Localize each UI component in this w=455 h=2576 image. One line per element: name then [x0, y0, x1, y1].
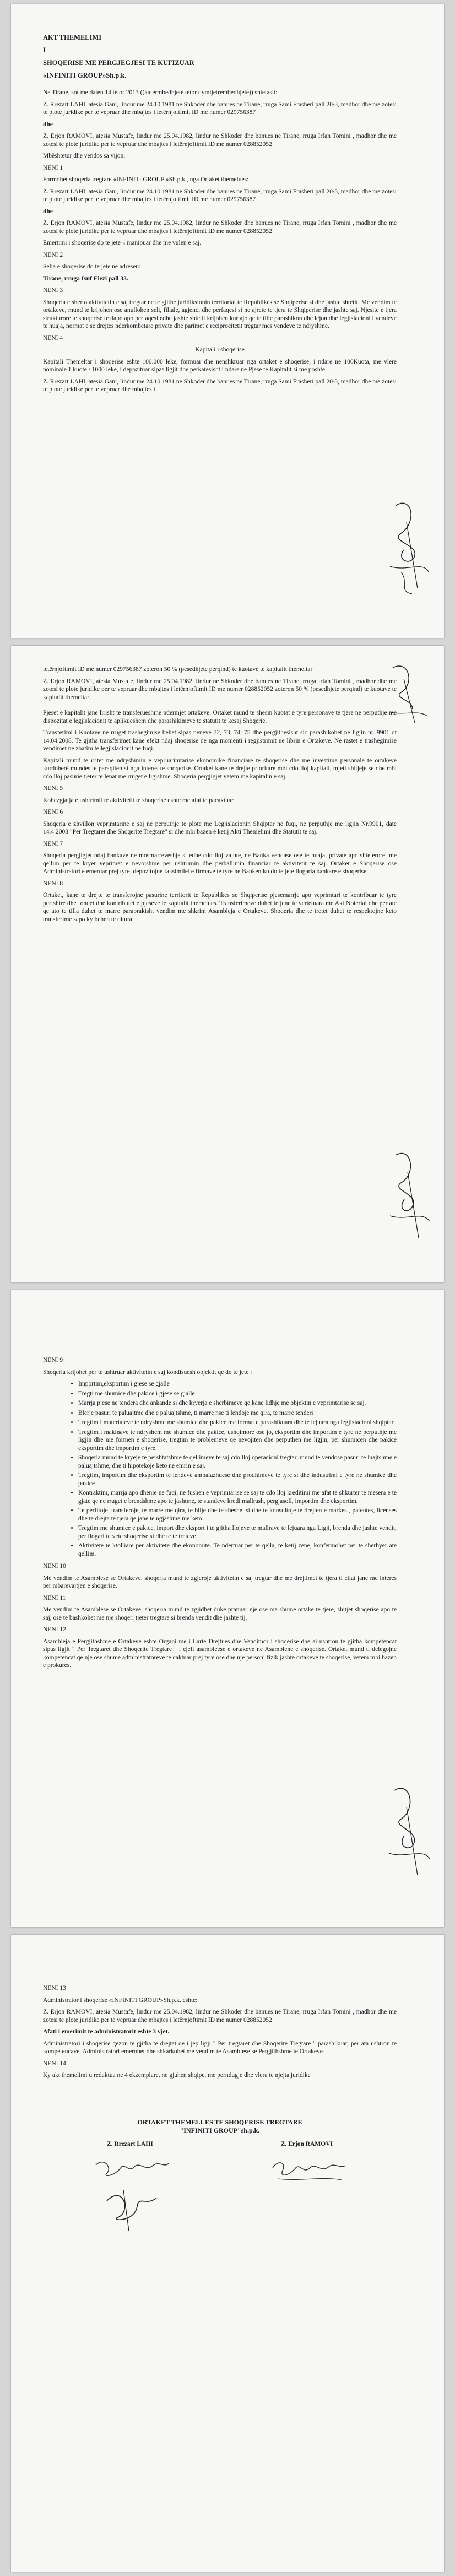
page-4-content [43, 1984, 397, 2237]
page-3-content [43, 1356, 397, 1674]
administrator-powers: Administratori i shoqerise gezon te gjitha te drejtat qe i jep ligji " Per tregtaret dhe Shoqerite Tregtare " parashikuar, per ata ushtron te kompetencave. Administratori emerohet dhe shkarkohet me vendim te Asamblese se Pergjithshme te Ortakeve. [43, 2040, 397, 2055]
intro-paragraph: Ne Tirane, sot me daten 14 tetor 2013 ((katermbedhjete tetor dymijetrembedhjete)) shtetasit: [43, 89, 278, 96]
seat-line-1: Selia e shoqerise do te jete ne adresen: [43, 263, 141, 270]
article-10-heading: NENI 10 [43, 1563, 66, 1570]
founder-1-paragraph: Z. Rrezart LAHI, atesia Gani, lindur me 24.10.1981 ne Shkoder dhe banues ne Tirane, rruga Sami Frasheri pall 20/3, madhor dhe me zotesi te plote juridike per te vepruar dhe mbajtes i letërnjoftimit ID me numer 029756387 [43, 101, 397, 116]
document-page-1 [11, 4, 444, 638]
signatures-row [43, 2151, 397, 2237]
capital-founder-1-share: letërnjoftimit ID me numer 029756387 zoteron 50 % (pesedhjete perqind) te kuotave te kapitalit themeltar [43, 666, 313, 673]
signer-1-signature [90, 2151, 173, 2237]
activity-item: • Tregtim, importim dhe eksportim te lendeve ambalazhuese dhe prodhimeve te tyre si dhe industrimi e tyre ne shumice dhe pakice [78, 1471, 397, 1487]
signers-names [43, 2140, 397, 2149]
article-8-heading: NENI 8 [43, 880, 63, 887]
article-8-text: Ortaket, kane te drejte te transferojne pasurine territorit te Republikes se Shqiperise pjesemarrje apo veprimtari te kontribuar te tyre perfshire dhe fondet dhe kontributet e pjeseve te kapitalit themelues. Transferimeve duhet te jene te vertetuara me Akt Noterial dhe per ate qe ato te tilla duhet te marre paraprakisht vendim me shkrim Asambleja e Ortakeve. Shoqeria dhe te tretet duhet te respektojne keto transferime sapo ky behen te ditura. [43, 892, 397, 923]
founder-2-paragraph: Z. Erjon RAMOVI, atesia Mustafe, lindur me 25.04.1982, lindur ne Shkoder dhe banues ne Tirane, rruga Irfan Tomini , madhor dhe me zotesi te plote juridike per te vepruar dhe mbajtes i letërnjoftimit ID me numer 028852052 [43, 133, 397, 148]
margin-signature-4 [384, 1775, 437, 1885]
signer-2-signature [267, 2151, 350, 2237]
margin-signature-3 [384, 1141, 437, 1246]
article-14-heading: NENI 14 [43, 2060, 66, 2067]
article-4-text: Kapitali Themeltar i shoqerise eshte 100.000 leke, formuar dhe nenshkruar nga ortaket e shoqerise, i ndare ne 100Kuota, me vlere nominale 1 kuote / 1000 leke, i depozituar sipas ligjit dhe perkatesisht i ndare ne Pjese te Kapitalit si me poshte: [43, 358, 397, 373]
activity-item: • Marrja pjese ne tendera dhe ankande si dhe kryerja e sherbimeve qe kane lidhje me objektin e veprimtarise se saj. [78, 1399, 397, 1408]
article-12-heading: NENI 12 [43, 1626, 66, 1633]
administrator-term: Afati i emerimit te administratorit eshte 3 vjet. [43, 2028, 170, 2035]
and-label-2: dhe [43, 208, 53, 215]
page-2-content [43, 665, 397, 927]
article-1-founder-2: Z. Erjon RAMOVI, atesia Mustafe, lindur me 25.04.1982, lindur ne Shkoder dhe banues ne Tirane, rruga Irfan Tomini , madhor dhe me zotesi te plote juridike per te vepruar dhe mbajtes i letërnjoftimit ID me numer 028852052 [43, 220, 397, 235]
activity-item: • Tregtim me shumice e pakice, import dhe eksport i te gjitha llojeve te mallrave te lejuara nga Ligji, brenda dhe jashte vendit, per llogari te vete shoqerise si dhe te te treteve. [78, 1524, 397, 1540]
activity-item: • Aktivitete te ktolliare per aktivitete dhe ekonomite. Te ndertuar per te qella, te ketij zene, konfermohet per te sherbyer ate qellim. [78, 1542, 397, 1558]
activity-item: • Blerje pasuri te paluajtme dhe e paluajtshme, ti marre nse ti lendoje me qira, te marre tenderi [78, 1409, 397, 1417]
article-1-heading: NENI 1 [43, 164, 63, 171]
shares-transfer-paragraph: Pjeset e kapitalit jane lirisht te transferueshme ndermjet ortakeve. Ortaket mund te shesin kuotat e tyre personave te tjere ne perputhje me dispozitat e legjislacionit te aplikueshem dhe parashikimeve te statutit te kesaj Shoqerie. [43, 710, 397, 724]
article-11-text: Me vendim te Asamblese se Ortakeve, shoqeria mund te zgjidhet duke pranuar nje ose me shume ortake te tjere, shitjet shoqerise apo te saj, ose te bashkohet me nje shoqeri tjeter tregtare si brenda vendit dhe jashte tij. [43, 1606, 397, 1621]
document-page-4 [11, 1935, 444, 2572]
document-page-2 [11, 646, 444, 1282]
administrator-details: Z. Erjon RAMOVI, atesia Mustafe, lindur me 25.04.1982, lindur ne Shkoder dhe banues ne Tirane, rruga Irfan Tomini , madhor dhe me zotesi te plote juridike per te vepruar dhe mbajtes i letërnjoftimit ID me numer 028852052 [43, 2009, 397, 2023]
article-6-text: Shoqeria e zhvillon veprimtarine e saj ne perputhje te plote me Legjislacionin Shqiptar ne fuqi, ne perputhje me ligjin Nr.9901, date 14.4.2008 "Per Tregtaret dhe Shoqerite Tregtare" si dhe mbi bazen e ketij Akti Themelimi dhe Statutit te saj. [43, 820, 397, 835]
article-5-text: Kohezgjatja e ushtrimit te aktivitetit te shoqerise eshte me afat te pacaktuar. [43, 797, 235, 804]
administrator-line: Administrator i shoqerise «INFINITI GROUP»Sh.p.k. eshte: [43, 1996, 198, 2004]
capital-founder-2-share: Z. Erjon RAMOVI, atesia Mustafe, lindur me 25.04.1982, lindur ne Shkoder dhe banues ne Tirane, rruga Irfan Tomini , madhor dhe me zotesi te plote juridike per te vepruar dhe mbajtes i letërnjoftimit ID me numer 028852052 zoteron 50 % (pesedhjete perqind) te kuotave te kapitalit themeltar. [43, 678, 397, 701]
article-7-text: Shoqeria pergjigjet ndaj bankave ne mosmarreveshje si edhe cdo lloj valute, ne Banka vendase ose te huaja, private apo shteterore, me qellim per te kryer veprimet e nevojshme per ushtrimin dhe perballimin financiar te aktivitetit te saj. Ortaket e Shoqerise ose Administratori e emeruar prej tyre, depozitojne faksimilet e firmave te tyre ne Banken ku do te jete llogaria bankare e shoqerise. [43, 852, 397, 875]
signer-2-name: Z. Erjon RAMOVI [280, 2140, 333, 2147]
decision-intro: Mbështetur dhe vendos sa vijon: [43, 153, 126, 159]
article-9-heading: NENI 9 [43, 1357, 63, 1363]
activity-item: • Kontraktim, marrja apo dhenie ne fuqi, ne fushen e veprimtarise se saj te cdo lloj kreditimi me afat te shkurter te mesem e te gjate qe ne rruget e brendshme apo te jashtme, te standeve kredi mallrash, pergjasoll, importim dhe eksportim. [78, 1489, 397, 1505]
founders-title-line-1: ORTAKET THEMELUES TE SHOQERISE TREGTARE [137, 2118, 302, 2126]
doc-title-line-2: I [43, 46, 46, 54]
doc-title-line-1: AKT THEMELIMI [43, 34, 102, 41]
margin-signature-1 [384, 489, 437, 599]
page-1-content [43, 33, 397, 398]
article-13-heading: NENI 13 [43, 1985, 66, 1991]
activity-item: • Tregtim i materialeve te ndryshme me shumice dhe pakice me format e parashikuara dhe te lejuara nga legjislacioni shqiptar. [78, 1419, 397, 1427]
activity-item: • Tregtim i makinave te ndryshem me shumice dhe pakice, ushqimore ose jo, eksportim dhe importim e tyre ne perputhje me ligjin dhe me formen e shoqerise, tregtim te problemeve qe nevojiten dhe perputhen me ligjin, per shumicen dhe pakice eksportim dhe importim e tyre. [78, 1428, 397, 1453]
and-label: dhe [43, 121, 53, 128]
inheritance-paragraph: Transferimi i Kuotave ne rruget trashegimise behet sipas neneve 72, 73, 74, 75 dhe pergjithesisht sic parashikohet ne ligjin nr. 9901 dt 14.04.2008. Te gjitha transferimet kane efekt ndaj shoqerise qe nga momenti i regjistrimit ne librin e Ortakeve. Ne rastet e trashegimise vendimet ne zbatim te legjislacionit ne fuqi. [43, 729, 397, 752]
doc-title-line-3: SHOQERISE ME PERGJEGJESI TE KUFIZUAR [43, 59, 194, 67]
article-1-founder-1: Z. Rrezart LAHI, atesia Gani, lindur me 24.10.1981 ne Shkoder dhe banues ne Tirane, rruga Sami Frasheri pall 20/3, madhor dhe me zotesi te plote juridike per te vepruar dhe mbajtes i letërnjoftimit ID me numer 029756387 [43, 188, 397, 203]
article-11-heading: NENI 11 [43, 1594, 66, 1601]
article-7-heading: NENI 7 [43, 840, 63, 847]
document-page-3 [11, 1290, 444, 1927]
company-name-line: Emertimi i shoqerise do te jete « manipuar dhe me vulen e saj. [43, 240, 202, 246]
signer-1-name: Z. Rrezart LAHI [106, 2140, 153, 2147]
activity-item: • Importim,eksportim i gjese se gjalle [78, 1380, 397, 1388]
article-10-text: Me vendim te Asamblese se Ortakeve, shoqeria mund te zgjeroje aktivitetin e saj tregtar dhe me drejtimet te tjera ti cilat jane me interes per mbarevajtjen e shoqerise. [43, 1574, 397, 1589]
article-14-text: Ky akt themelimi u redaktua ne 4 ekzemplare, ne gjuhen shqipe, me perndugje dhe vlera te njejta juridike [43, 2072, 311, 2079]
activities-list [43, 1380, 397, 1558]
article-12-text: Asambleja e Pergjithshme e Ortakeve eshte Organi me i Larte Drejtues dhe Vendimor i shoqerise dhe ai ushtron te gjitha kompetencat sipas ligjit " Per Tregtaret dhe Shoqerite Tregtare " i cjeft asambleese e ortakeve ne Asamblene e shoqerise. Ortaket mund ti delegojne kompetencat qe nje ose shume administratoreve te caktuar prej tyre ose dhe nje personi fizik jashte ortakeve te shoqerise, vetem mbi bazen e prokures. [43, 1638, 397, 1669]
article-1-text: Formohet shoqeria tregtare «INFINITI GROUP »Sh.p.k., nga Ortaket themelues: [43, 176, 249, 183]
activity-item: • Tregti me shumice dhe pakice i gjese se gjalle [78, 1390, 397, 1398]
activity-item: • Te perfitoje, transferoje, te marre me qira, te blije dhe te sheshe, si dhe te konsultoje te drejten e markes , patentes, licenses dhe te drejta te tjera qe jane te ngjashme me keto [78, 1507, 397, 1523]
margin-signature-2 [384, 657, 437, 728]
article-3-text: Shoqeria e sherto aktivitetin e saj tregtar ne te gjithe juridiksionin territorial te Republikes se Shqiperise si dhe jashte shtetit. Me vendim te ortakeve, mund te krijohen ose anullohen seli, filiale, agjenci dhe perfaqesi si ne ajrete te tjera te Shqiperise dhe jashte saj. Njesite e tjera strukturore te shoqerise te dapo apo perfaqesi edhe jashte shtetit krijohen kur ajo qe te tille parashikon dhe lejon dhe legjislacioni i vendeve te huaja, normat e se drejtes nderkombetare private dhe parimet e reciprocitetit tregtar mes vendeve te ndryshme. [43, 299, 397, 329]
capital-increase-paragraph: Kapitali mund te rritet me ndryshimin e vepruarimtarise ekonomike financiare te shoqerise dhe me investime personale te ortakeve kurdoherë mundesite paraqiten si nga interes te shoqerise. Ortaket kane te drejte prioritare mbi cdo lloj kapitali, mjeti shitjeje se dhe mbi cdo lloj pasurie tjeter te lenat me rruget e ligjshme. Shoqeria pergjigjet vetem me kapitalin e saj. [43, 757, 397, 780]
article-6-heading: NENI 6 [43, 809, 63, 815]
article-9-intro: Shoqeria krijohet per te ushtruar aktivitetin e saj kondisuesh objektit qe do te jete : [43, 1368, 252, 1376]
article-5-heading: NENI 5 [43, 785, 63, 792]
doc-title-line-4: «INFINITI GROUP»Sh.p.k. [43, 72, 127, 79]
activity-item: • Shoqeria mund te kryeje te pershtatshme te qellimeve te saj cdo lloj operacioni tregtar, mund te vendose pasuri te luajtshme e paluajtshme, dhe ti hipotekoje keto ne emrin e saj. [78, 1454, 397, 1470]
article-4-subheading: Kapitali i shoqerise [195, 347, 245, 353]
article-4-heading: NENI 4 [43, 334, 63, 342]
seat-line-2: Tirane, rruga Isuf Elezi pall 33. [43, 275, 128, 282]
article-3-heading: NENI 3 [43, 287, 63, 294]
founders-title [43, 2118, 397, 2135]
article-4-founder-1: Z. Rrezart LAHI, atesia Gani, lindur me 24.10.1981 ne Shkoder dhe banues ne Tirane, rruga Sami Frasheri pall 20/3, madhor dhe me zotesi te plote juridike per te vepruar dhe mbajtes i [43, 378, 397, 393]
article-2-heading: NENI 2 [43, 251, 63, 258]
founders-title-line-2: "INFINITI GROUP"sh.p.k. [180, 2126, 260, 2134]
